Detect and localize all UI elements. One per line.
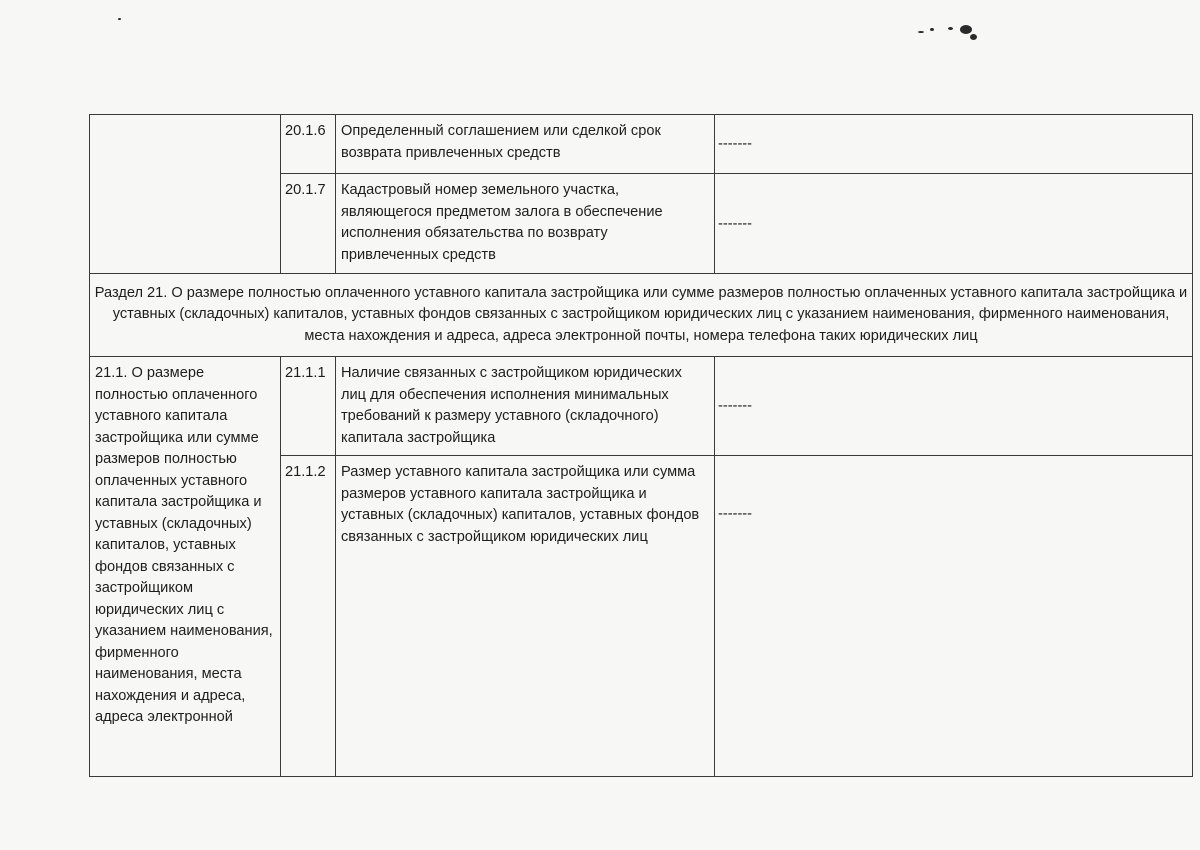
item-description: Определенный соглашением или сделкой срок возврата привлеченных средств: [336, 115, 715, 174]
item-number: 21.1.1: [281, 357, 336, 456]
scan-speck: [960, 25, 972, 34]
item-value: -------: [715, 456, 1193, 777]
scan-speck: [970, 34, 977, 40]
disclosure-table: [89, 114, 1193, 777]
item-number: 20.1.6: [281, 115, 336, 174]
table-row-21-1-1: [90, 357, 1193, 456]
scan-speck: [948, 27, 953, 30]
scan-speck: [930, 28, 934, 31]
item-description: Кадастровый номер земельного участка, являющегося предметом залога в обеспечение исполнения обязательства по возврату привлеченных средств: [336, 174, 715, 274]
table-row-20-1-6: [90, 115, 1193, 174]
scan-speck: [918, 31, 924, 33]
scan-speck: [118, 18, 121, 20]
section-21-header-row: [90, 274, 1193, 357]
section-21-title: Раздел 21. О размере полностью оплаченного уставного капитала застройщика или сумме размеров полностью оплаченных уставного капитала застройщика и уставных (складочных) капиталов, уставных фондов связанных с застройщиком юридических лиц с указанием наименования, фирменного наименования, места нахождения и адреса, адреса электронной почты, номера телефона таких юридических лиц: [90, 274, 1193, 357]
item-description: Наличие связанных с застройщиком юридических лиц для обеспечения исполнения минимальных требований к размеру уставного (складочного) капитала застройщика: [336, 357, 715, 456]
item-number: 21.1.2: [281, 456, 336, 777]
group-20-1-empty-cell: [90, 115, 281, 274]
item-description: Размер уставного капитала застройщика или сумма размеров уставного капитала застройщика и уставных (складочных) капиталов, уставных фондов связанных с застройщиком юридических лиц: [336, 456, 715, 777]
item-value: -------: [715, 174, 1193, 274]
item-number: 20.1.7: [281, 174, 336, 274]
item-value: -------: [715, 357, 1193, 456]
item-value: -------: [715, 115, 1193, 174]
group-21-1-label: 21.1. О размере полностью оплаченного уставного капитала застройщика или сумме размеров полностью оплаченных уставного капитала застройщика и уставных (складочных) капиталов, уставных фондов связанных с застройщиком юридических лиц с указанием наименования, фирменного наименования, места нахождения и адреса, адреса электронной: [90, 357, 281, 777]
